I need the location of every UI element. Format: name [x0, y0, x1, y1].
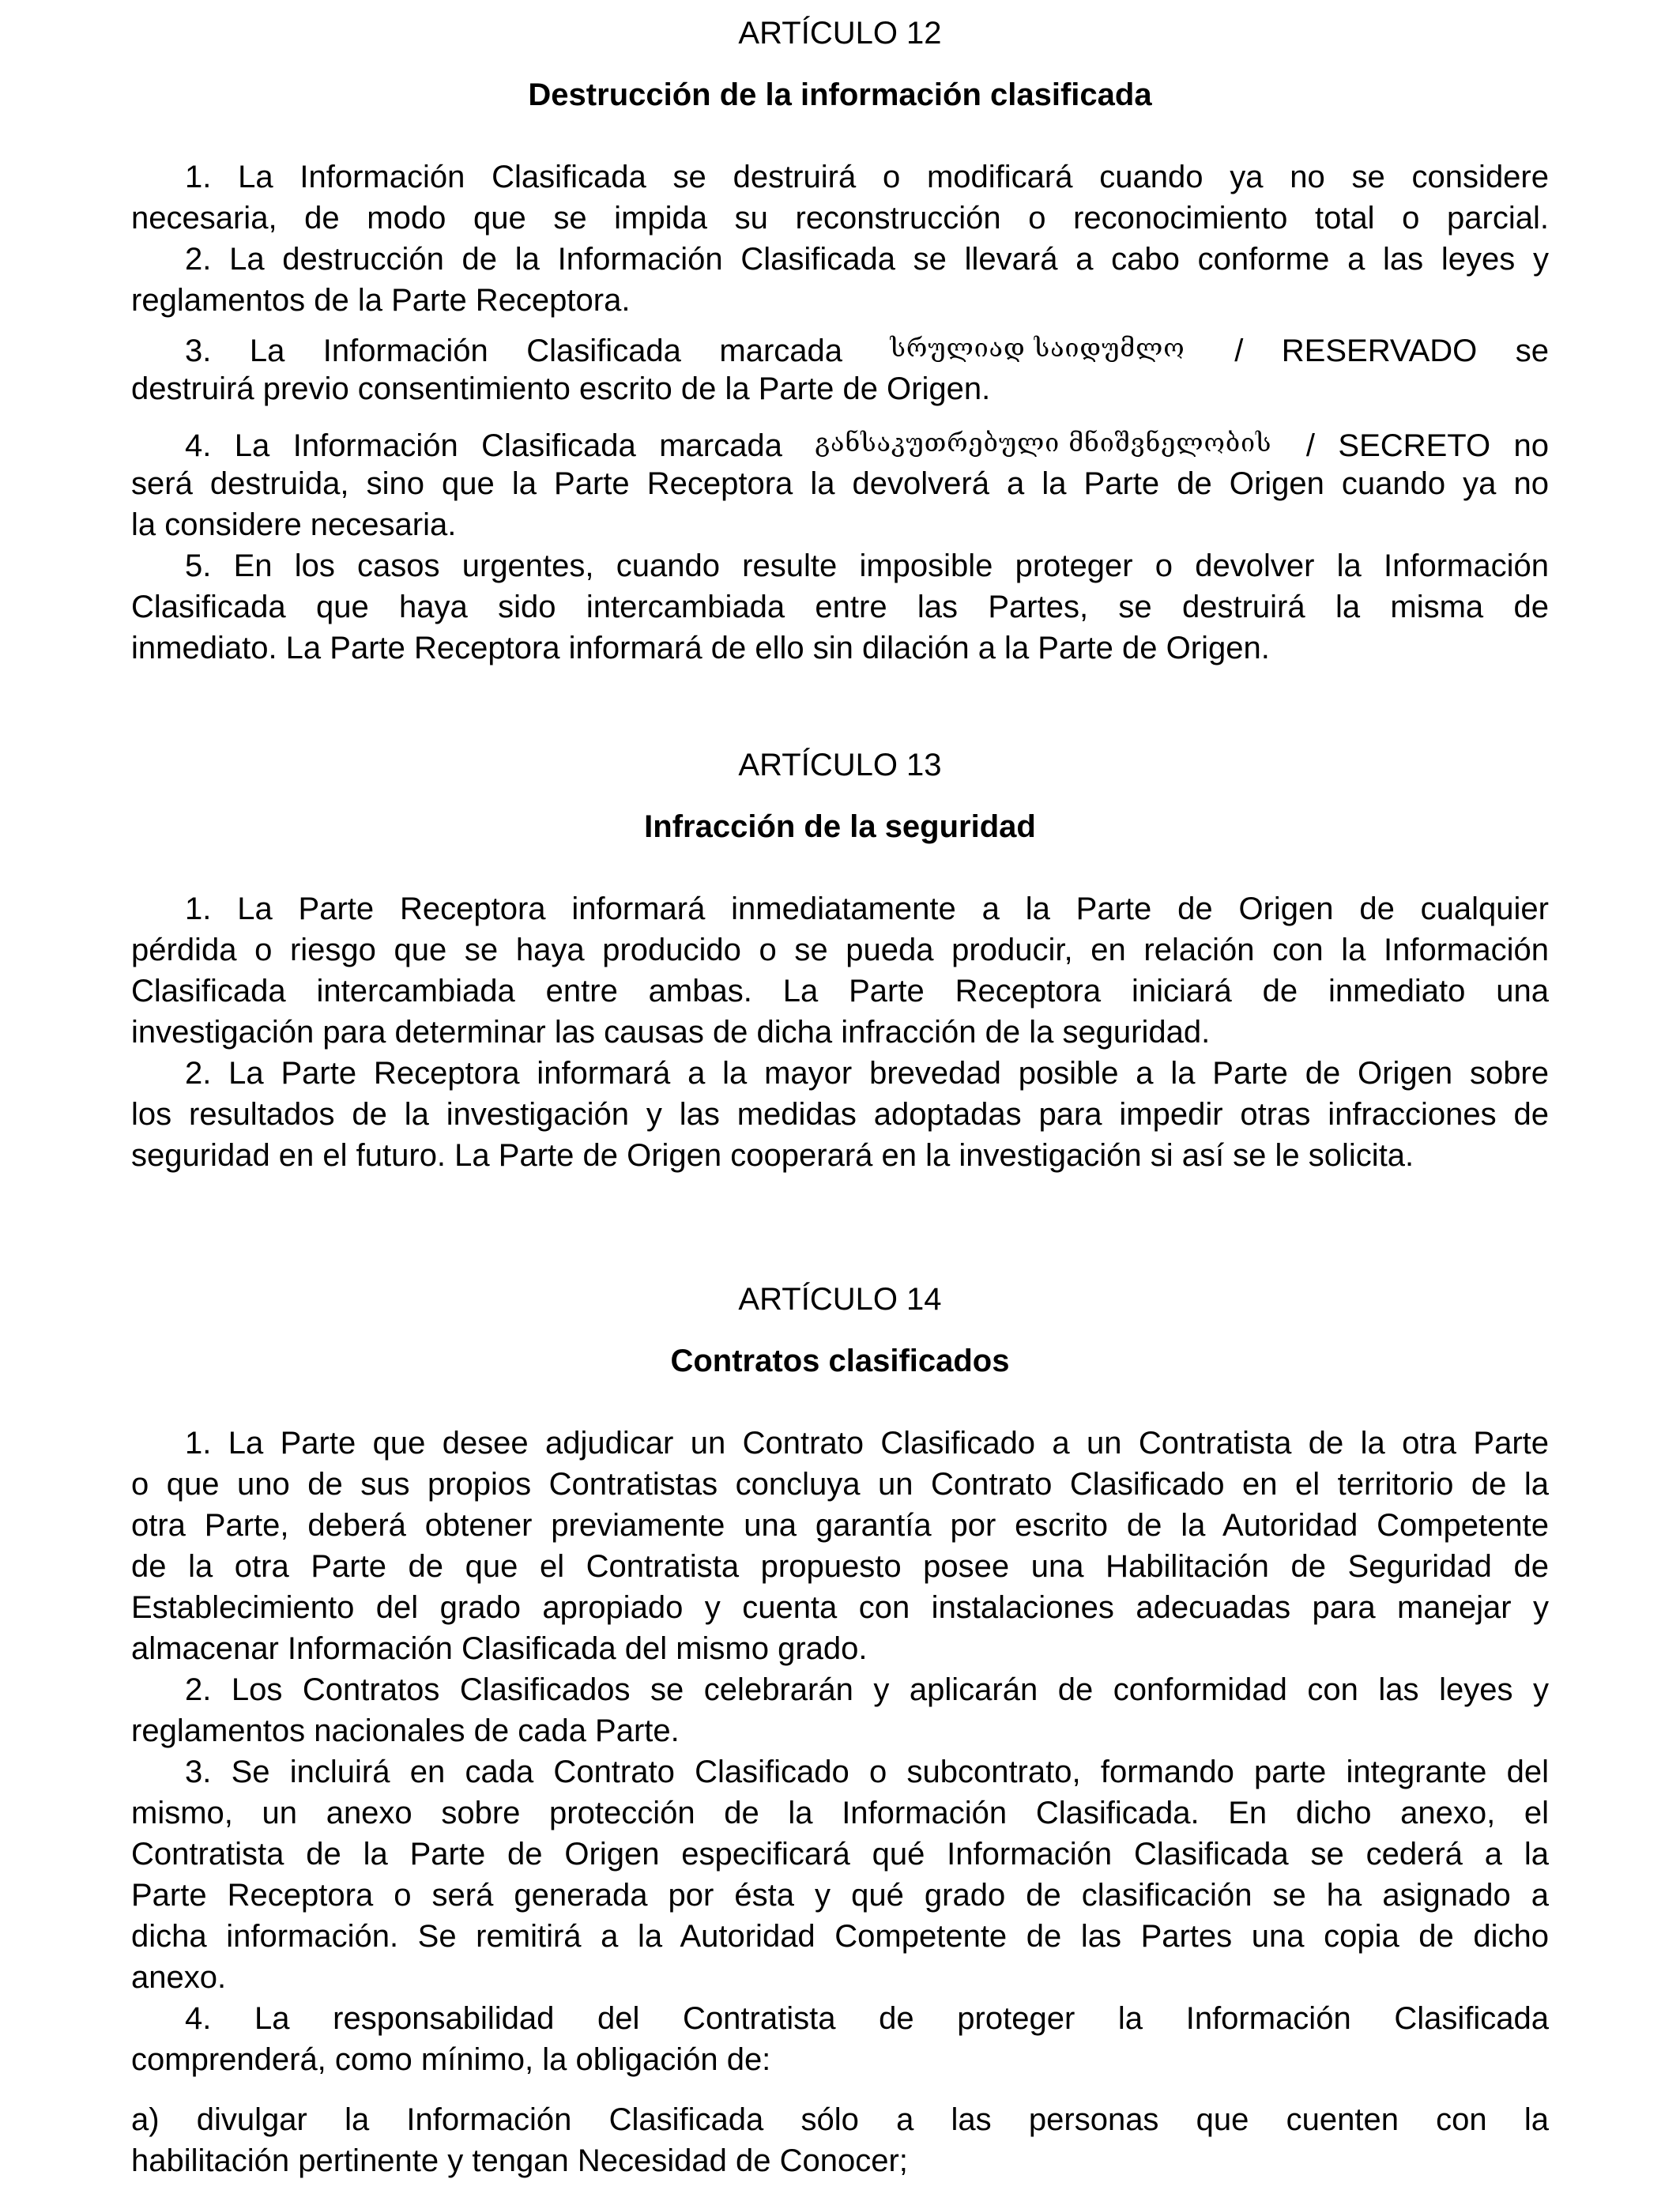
article-14-line: dicha información. Se remitirá a la Autoridad Competente de las Partes una copia de dicho	[131, 1919, 1549, 1954]
article-12-line: reglamentos de la Parte Receptora.	[131, 283, 631, 318]
article-14-line: o que uno de sus propios Contratistas concluya un Contrato Clasificado en el territorio de la	[131, 1467, 1549, 1502]
article-13-heading: ARTÍCULO 13	[738, 748, 942, 782]
article-12-line: 2. La destrucción de la Información Clasificada se llevará a cabo conforme a las leyes y	[185, 242, 1549, 277]
article-14-line: reglamentos nacionales de cada Parte.	[131, 1713, 680, 1748]
article-12-line: 1. La Información Clasificada se destruirá o modificará cuando ya no se considere	[185, 160, 1549, 194]
line-text: / SECRETO no	[1305, 428, 1549, 463]
article-14-line: almacenar Información Clasificada del mismo grado.	[131, 1631, 868, 1666]
article-12-title: Destrucción de la información clasificada	[528, 77, 1152, 112]
georgian-classification-stamp: განსაკუთრებული მნიშვნელობის	[815, 428, 1272, 458]
article-13-line: 2. La Parte Receptora informará a la mayor brevedad posible a la Parte de Origen sobre	[185, 1056, 1549, 1091]
article-13-line: Clasificada intercambiada entre ambas. La Parte Receptora iniciará de inmediato una	[131, 974, 1549, 1008]
article-14-line: Contratista de la Parte de Origen especificará qué Información Clasificada se cederá a la	[131, 1837, 1549, 1872]
article-14-line: 4. La responsabilidad del Contratista de proteger la Información Clasificada	[185, 2001, 1549, 2036]
article-14-title: Contratos clasificados	[670, 1344, 1010, 1378]
article-13-title: Infracción de la seguridad	[644, 809, 1036, 844]
article-14-line: 2. Los Contratos Clasificados se celebrarán y aplicarán de conformidad con las leyes y	[185, 1672, 1549, 1707]
article-14-line: Establecimiento del grado apropiado y cuenta con instalaciones adecuadas para manejar y	[131, 1590, 1549, 1625]
line-text: 4. La Información Clasificada marcada	[185, 428, 782, 463]
article-12-line: destruirá previo consentimiento escrito de la Parte de Origen.	[131, 371, 991, 406]
article-12-line: Clasificada que haya sido intercambiada entre las Partes, se destruirá la misma de	[131, 590, 1549, 624]
article-12-line: necesaria, de modo que se impida su reconstrucción o reconocimiento total o parcial.	[131, 201, 1549, 236]
article-14-line: comprenderá, como mínimo, la obligación de:	[131, 2042, 771, 2077]
article-13-line: investigación para determinar las causas de dicha infracción de la seguridad.	[131, 1015, 1211, 1050]
line-text: 3. La Información Clasificada marcada	[185, 334, 843, 368]
article-13-line: los resultados de la investigación y las medidas adoptadas para impedir otras infracciones de	[131, 1097, 1549, 1132]
article-14-line: Parte Receptora o será generada por ésta y qué grado de clasificación se ha asignado a	[131, 1878, 1549, 1913]
georgian-classification-stamp: სრულიად საიდუმლო	[890, 333, 1185, 363]
article-12-line: será destruida, sino que la Parte Receptora la devolverá a la Parte de Origen cuando ya no	[131, 466, 1549, 501]
article-13-line: seguridad en el futuro. La Parte de Origen cooperará en la investigación si así se le solicita.	[131, 1138, 1414, 1173]
article-12-line: la considere necesaria.	[131, 507, 457, 542]
article-12-line: inmediato. La Parte Receptora informará de ello sin dilación a la Parte de Origen.	[131, 631, 1270, 665]
article-12-line: 5. En los casos urgentes, cuando resulte imposible proteger o devolver la Información	[185, 548, 1549, 583]
article-14-line: 3. Se incluirá en cada Contrato Clasificado o subcontrato, formando parte integrante del	[185, 1755, 1549, 1789]
article-14-line: habilitación pertinente y tengan Necesidad de Conocer;	[131, 2143, 908, 2178]
article-12-line-stamp	[185, 422, 1549, 466]
article-14-heading: ARTÍCULO 14	[738, 1282, 942, 1317]
article-13-line: pérdida o riesgo que se haya producido o se pueda producir, en relación con la Información	[131, 933, 1549, 967]
line-text: / RESERVADO se	[1234, 334, 1549, 368]
article-14-line: de la otra Parte de que el Contratista propuesto posee una Habilitación de Seguridad de	[131, 1549, 1549, 1584]
article-14-line: anexo.	[131, 1960, 227, 1995]
article-13-line: 1. La Parte Receptora informará inmediatamente a la Parte de Origen de cualquier	[185, 892, 1549, 926]
article-12-line-stamp	[185, 327, 1549, 371]
article-14-line: 1. La Parte que desee adjudicar un Contrato Clasificado a un Contratista de la otra Parte	[185, 1426, 1549, 1461]
article-12-heading: ARTÍCULO 12	[738, 16, 942, 51]
article-14-line: mismo, un anexo sobre protección de la Información Clasificada. En dicho anexo, el	[131, 1796, 1549, 1830]
article-14-line: a) divulgar la Información Clasificada sólo a las personas que cuenten con la	[131, 2102, 1549, 2137]
article-14-line: otra Parte, deberá obtener previamente una garantía por escrito de la Autoridad Competente	[131, 1508, 1549, 1543]
